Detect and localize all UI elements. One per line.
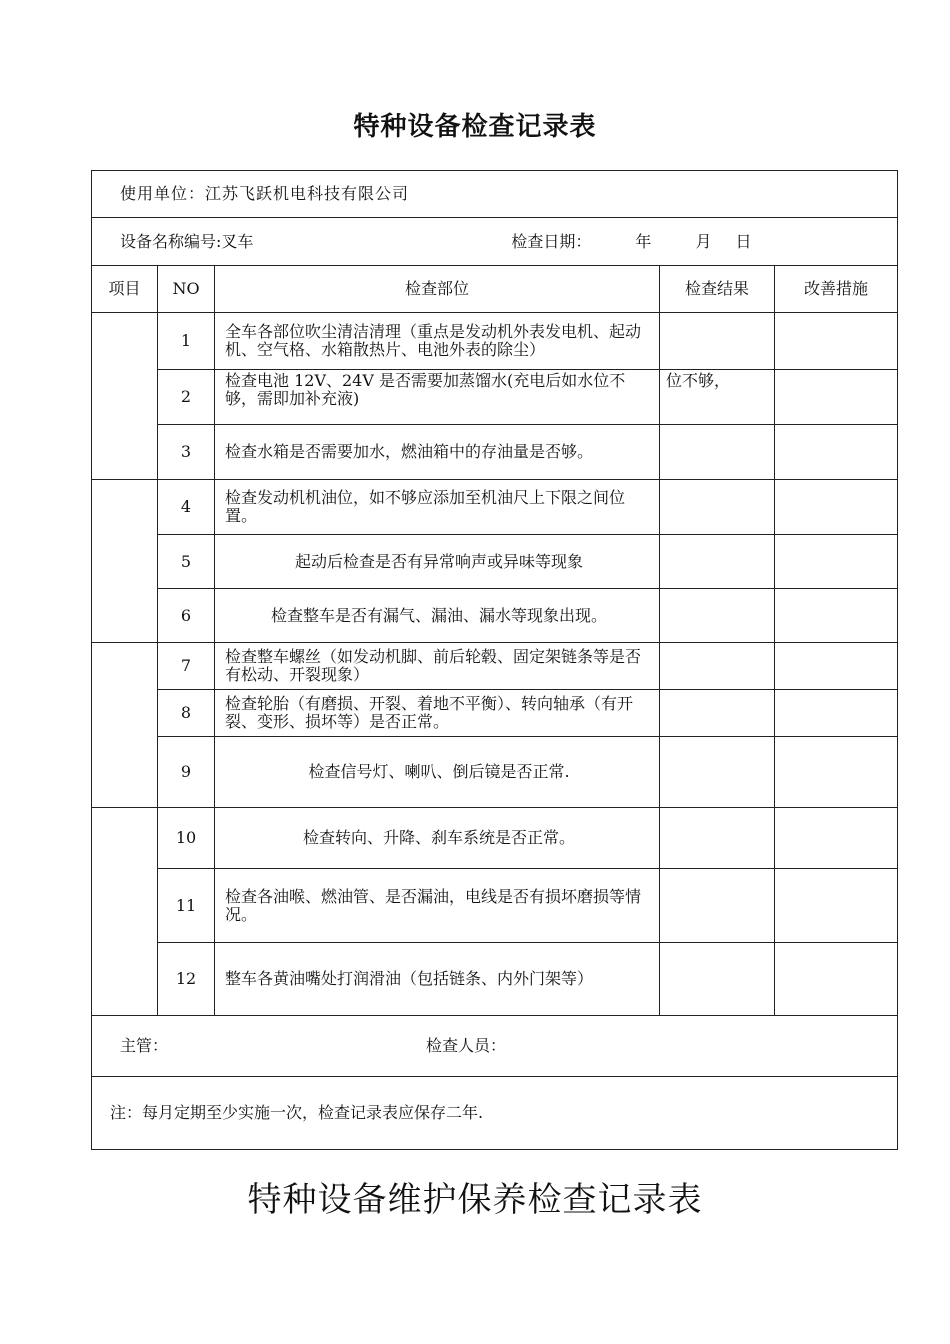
table-row [92, 943, 898, 1016]
row-result: 位不够， [660, 370, 775, 425]
inspector-label: 检查人员： [426, 1036, 507, 1055]
header-part: 检查部位 [215, 266, 660, 313]
row-measures [775, 313, 898, 370]
row-no: 4 [158, 480, 215, 535]
table-row [92, 643, 898, 690]
item-group-cell [92, 313, 158, 480]
row-no: 7 [158, 643, 215, 690]
table-row [92, 480, 898, 535]
row-measures [775, 690, 898, 737]
row-part: 全车各部位吹尘清洁清理（重点是发动机外表发电机、起动机、空气格、水箱散热片、电池外表的除尘） [215, 313, 660, 370]
date-day: 日 [735, 231, 752, 251]
page-title: 特种设备检查记录表 [353, 112, 597, 142]
row-part: 检查各油喉、燃油管、是否漏油，电线是否有损坏磨损等情况。 [215, 869, 660, 943]
row-result [660, 808, 775, 869]
table-row [92, 425, 898, 480]
row-measures [775, 370, 898, 425]
row-no: 6 [158, 589, 215, 643]
row-no: 11 [158, 869, 215, 943]
row-result [660, 480, 775, 535]
row-measures [775, 869, 898, 943]
row-result [660, 313, 775, 370]
signature-row [92, 1016, 898, 1077]
table-row [92, 370, 898, 425]
row-result [660, 643, 775, 690]
row-no: 10 [158, 808, 215, 869]
table-row [92, 589, 898, 643]
row-no: 2 [158, 370, 215, 425]
row-part: 检查信号灯、喇叭、倒后镜是否正常. [215, 737, 660, 808]
row-no: 5 [158, 535, 215, 589]
supervisor-label: 主管： [120, 1036, 169, 1055]
row-result [660, 690, 775, 737]
header-measures: 改善措施 [775, 266, 898, 313]
table-row [92, 313, 898, 370]
note-row [92, 1077, 898, 1150]
equipment-row [92, 218, 898, 266]
row-measures [775, 589, 898, 643]
row-measures [775, 480, 898, 535]
row-result [660, 535, 775, 589]
header-result: 检查结果 [660, 266, 775, 313]
row-no: 1 [158, 313, 215, 370]
second-title: 特种设备维护保养检查记录表 [247, 1180, 703, 1220]
row-part: 检查电池 12V、24V 是否需要加蒸馏水(充电后如水位不够，需即加补充液) [215, 370, 660, 425]
row-part: 检查整车是否有漏气、漏油、漏水等现象出现。 [215, 589, 660, 643]
table-row [92, 690, 898, 737]
row-result [660, 869, 775, 943]
table-row [92, 737, 898, 808]
row-measures [775, 425, 898, 480]
row-result [660, 737, 775, 808]
row-measures [775, 535, 898, 589]
row-no: 9 [158, 737, 215, 808]
row-part: 检查发动机机油位，如不够应添加至机油尺上下限之间位置。 [215, 480, 660, 535]
equipment-line: 设备名称编号:叉车 [120, 231, 254, 251]
table-row [92, 869, 898, 943]
row-no: 8 [158, 690, 215, 737]
row-result [660, 943, 775, 1016]
note-text: 注：每月定期至少实施一次，检查记录表应保存二年. [92, 1077, 898, 1150]
header-row [92, 266, 898, 313]
unit-line: 使用单位：江苏飞跃机电科技有限公司 [92, 171, 898, 218]
row-measures [775, 737, 898, 808]
inspection-date [511, 233, 751, 251]
row-no: 3 [158, 425, 215, 480]
date-label: 检查日期： [511, 231, 592, 251]
row-part: 检查轮胎（有磨损、开裂、着地不平衡）、转向轴承（有开裂、变形、损坏等）是否正常。 [215, 690, 660, 737]
item-group-cell [92, 480, 158, 643]
inspection-table [91, 170, 898, 1150]
header-no: NO [158, 266, 215, 313]
header-item: 项目 [92, 266, 158, 313]
row-no: 12 [158, 943, 215, 1016]
item-group-cell [92, 808, 158, 1016]
row-part: 整车各黄油嘴处打润滑油（包括链条、内外门架等） [215, 943, 660, 1016]
row-part: 检查水箱是否需要加水，燃油箱中的存油量是否够。 [215, 425, 660, 480]
unit-row [92, 171, 898, 218]
row-measures [775, 643, 898, 690]
row-result [660, 425, 775, 480]
row-part: 起动后检查是否有异常响声或异味等现象 [215, 535, 660, 589]
table-row [92, 535, 898, 589]
date-month: 月 [695, 231, 712, 251]
row-part: 检查整车螺丝（如发动机脚、前后轮毂、固定架链条等是否有松动、开裂现象） [215, 643, 660, 690]
row-result [660, 589, 775, 643]
row-part: 检查转向、升降、刹车系统是否正常。 [215, 808, 660, 869]
row-measures [775, 943, 898, 1016]
row-measures [775, 808, 898, 869]
table-row [92, 808, 898, 869]
date-year: 年 [635, 231, 652, 251]
item-group-cell [92, 643, 158, 808]
